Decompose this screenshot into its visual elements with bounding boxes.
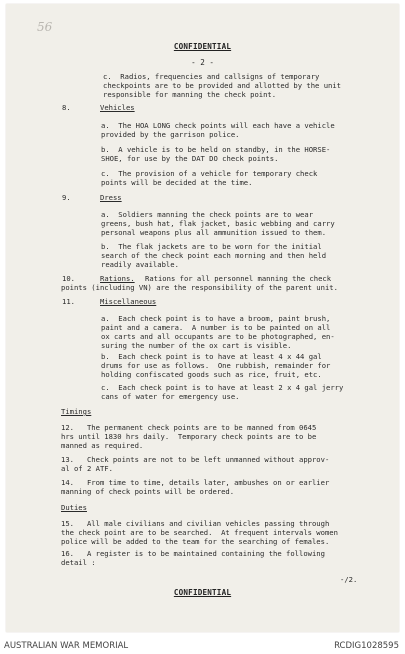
paragraph-13: 13. Check points are not to be left unmanned without approv- al of 2 ATF. [61, 455, 330, 473]
section-number-11: 11. [62, 297, 75, 306]
paragraph-7c: c. Radios, frequencies and callsigns of temporary checkpoints are to be provided and allotted by the unit responsible for manning the check point. [103, 72, 341, 99]
section-number-10: 10. [62, 274, 75, 283]
paragraph-9a: a. Soldiers manning the check points are to wear greens, bush hat, flak jacket, basic webbing and carry personal weapons plus all ammunition issued to them. [101, 210, 335, 237]
paragraph-8b: b. A vehicle is to be held on standby, in the HORSE- SHOE, for use by the DAT DO check points. [101, 145, 331, 163]
section-heading-timings: Timings [61, 407, 92, 416]
classification-header: CONFIDENTIAL [173, 42, 232, 51]
paragraph-10-line1: Rations for all personnel manning the check [145, 274, 332, 283]
section-heading-duties: Duties [61, 503, 87, 512]
paragraph-11c: c. Each check point is to have at least 2 x 4 gal jerry cans of water for emergency use. [101, 383, 344, 401]
section-heading-rations: Rations. [100, 274, 135, 283]
section-heading-dress: Dress [100, 193, 122, 202]
section-heading-miscellaneous: Miscellaneous [100, 297, 157, 306]
archive-institution: AUSTRALIAN WAR MEMORIAL [4, 641, 129, 651]
paragraph-8a: a. The HOA LONG check points will each have a vehicle provided by the garrison police. [101, 121, 335, 139]
classification-footer: CONFIDENTIAL [173, 588, 232, 597]
paragraph-15: 15. All male civilians and civilian vehicles passing through the check point are to be searched. At frequent intervals women police will be added to the team for the searching of females. [61, 519, 338, 546]
section-heading-vehicles: Vehicles [100, 103, 135, 112]
section-number-8: 8. [62, 103, 71, 112]
paragraph-16: 16. A register is to be maintained containing the following detail : [61, 549, 325, 567]
paragraph-12: 12. The permanent check points are to be manned from 0645 hrs until 1830 hrs daily. Temporary check points are to be manned as required. [61, 423, 317, 450]
paragraph-11a: a. Each check point is to have a broom, paint brush, paint and a camera. A number is to be painted on all ox carts and all occupants are to be photographed, en- suring the number of the ox cart is visible. [101, 314, 335, 350]
paragraph-14: 14. From time to time, details later, ambushes on or earlier manning of check points will be ordered. [61, 478, 330, 496]
pencil-page-mark: 56 [37, 20, 53, 34]
paragraph-10-line2: points (including VN) are the responsibility of the parent unit. [61, 283, 338, 292]
page-number: - 2 - [191, 58, 214, 67]
paragraph-9b: b. The flak jackets are to be worn for the initial search of the check point each morning and then held readily available. [101, 242, 327, 269]
paragraph-8c: c. The provision of a vehicle for temporary check points will be decided at the time. [101, 169, 318, 187]
archive-reference: RCDIG1028595 [334, 641, 399, 651]
continuation-marker: -/2. [340, 575, 358, 584]
paragraph-11b: b. Each check point is to have at least 4 x 44 gal drums for use as follows. One rubbish, remainder for holding confiscated goods such as rice, fruit, etc. [101, 352, 331, 379]
section-number-9: 9. [62, 193, 71, 202]
